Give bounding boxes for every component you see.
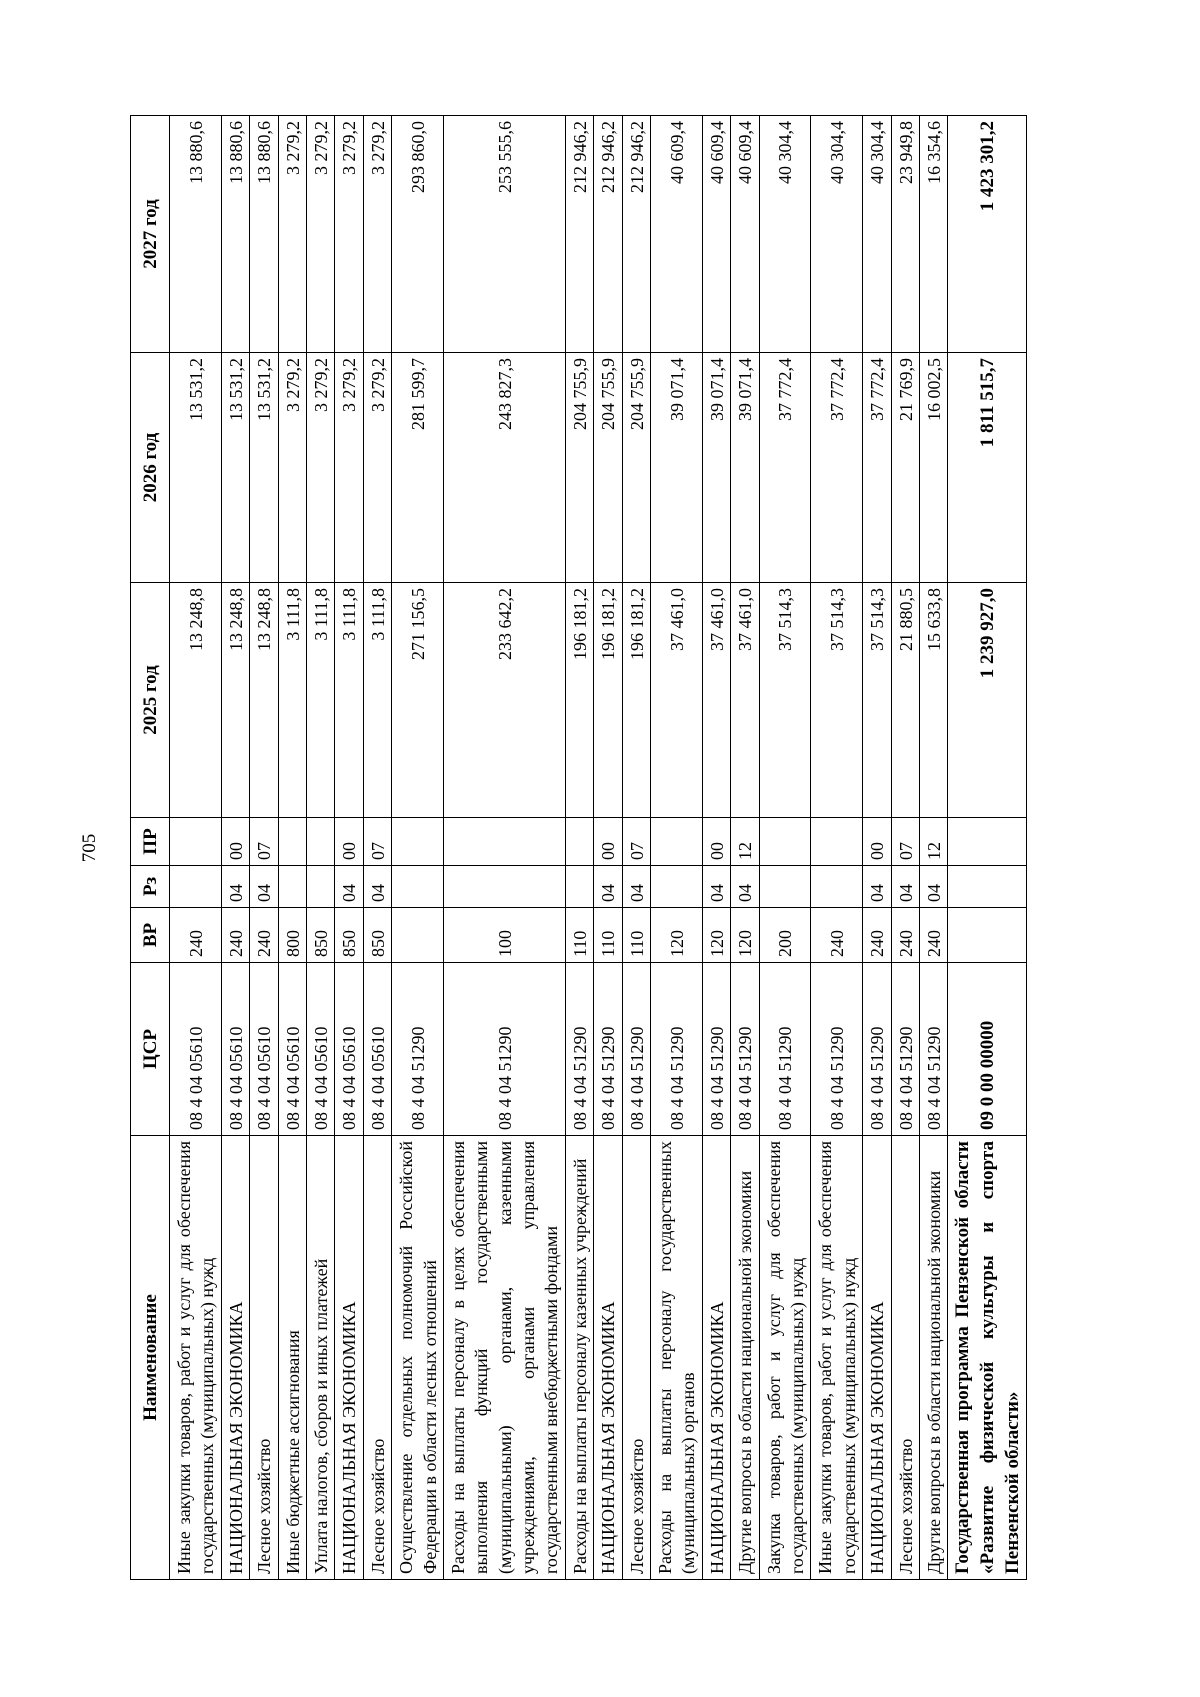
- cell-pr: [651, 818, 703, 866]
- cell-2025: 21 880,5: [891, 583, 919, 818]
- cell-2025: 3 111,8: [363, 583, 391, 818]
- cell-name: Государственная программа Пензенской области «Развитие физической культуры и спорта Пензенской области»: [948, 1136, 1027, 1580]
- header-name: Наименование: [131, 1136, 170, 1580]
- cell-vr: 800: [278, 908, 306, 963]
- cell-name: Лесное хозяйство: [622, 1136, 650, 1580]
- cell-2026: 281 599,7: [392, 353, 444, 583]
- cell-vr: 240: [250, 908, 278, 963]
- header-csr: ЦСР: [131, 963, 170, 1136]
- cell-2027: 40 609,4: [731, 116, 759, 353]
- cell-pr: 00: [702, 818, 730, 866]
- cell-pr: [278, 818, 306, 866]
- cell-2025: 3 111,8: [306, 583, 334, 818]
- cell-name: Осуществление отдельных полномочий Российской Федерации в области лесных отношений: [392, 1136, 444, 1580]
- cell-2027: 212 946,2: [594, 116, 622, 353]
- cell-2027: 40 304,4: [759, 116, 811, 353]
- cell-vr: [392, 908, 444, 963]
- cell-name: Другие вопросы в области национальной экономики: [731, 1136, 759, 1580]
- cell-csr: 08 4 04 51290: [443, 963, 565, 1136]
- header-2027: 2027 год: [131, 116, 170, 353]
- cell-2025: 37 461,0: [651, 583, 703, 818]
- cell-rz: 04: [250, 866, 278, 908]
- page-number: 705: [79, 833, 100, 863]
- cell-2026: 13 531,2: [170, 353, 222, 583]
- table-container: [130, 116, 1070, 1580]
- table-row: [759, 116, 811, 1580]
- cell-2026: 1 811 515,7: [948, 353, 1027, 583]
- cell-pr: [170, 818, 222, 866]
- cell-2026: 39 071,4: [651, 353, 703, 583]
- cell-vr: 240: [891, 908, 919, 963]
- cell-rz: 04: [863, 866, 891, 908]
- cell-2025: 37 461,0: [731, 583, 759, 818]
- cell-name: Лесное хозяйство: [891, 1136, 919, 1580]
- cell-csr: 08 4 04 51290: [863, 963, 891, 1136]
- cell-pr: [565, 818, 593, 866]
- cell-2026: 243 827,3: [443, 353, 565, 583]
- cell-csr: 08 4 04 51290: [622, 963, 650, 1136]
- cell-vr: 850: [363, 908, 391, 963]
- cell-2025: 13 248,8: [221, 583, 249, 818]
- cell-csr: 08 4 04 51290: [651, 963, 703, 1136]
- cell-name: Расходы на выплаты персоналу в целях обеспечения выполнения функций государственными (муниципальными) органами, казенными учреждениями, органами управления государственными внебюджетными фондами: [443, 1136, 565, 1580]
- cell-2025: 1 239 927,0: [948, 583, 1027, 818]
- cell-csr: 08 4 04 51290: [811, 963, 863, 1136]
- cell-pr: 00: [594, 818, 622, 866]
- cell-2027: 3 279,2: [306, 116, 334, 353]
- cell-vr: 200: [759, 908, 811, 963]
- cell-2027: 13 880,6: [250, 116, 278, 353]
- cell-csr: 08 4 04 51290: [891, 963, 919, 1136]
- cell-2027: 13 880,6: [170, 116, 222, 353]
- cell-name: Расходы на выплаты персоналу государственных (муниципальных) органов: [651, 1136, 703, 1580]
- table-row: [891, 116, 919, 1580]
- cell-rz: [759, 866, 811, 908]
- cell-name: Лесное хозяйство: [363, 1136, 391, 1580]
- cell-pr: [811, 818, 863, 866]
- cell-rz: [392, 866, 444, 908]
- cell-csr: 08 4 04 51290: [919, 963, 947, 1136]
- cell-2025: 233 642,2: [443, 583, 565, 818]
- cell-rz: 04: [702, 866, 730, 908]
- cell-2026: 3 279,2: [335, 353, 363, 583]
- cell-rz: 04: [919, 866, 947, 908]
- cell-vr: 850: [335, 908, 363, 963]
- cell-2026: 204 755,9: [565, 353, 593, 583]
- table-header-row: [131, 116, 170, 1580]
- cell-2027: 40 304,4: [811, 116, 863, 353]
- cell-vr: 100: [443, 908, 565, 963]
- cell-2027: 40 304,4: [863, 116, 891, 353]
- cell-2026: 3 279,2: [306, 353, 334, 583]
- cell-pr: [306, 818, 334, 866]
- cell-2027: 40 609,4: [702, 116, 730, 353]
- budget-table: [130, 115, 1027, 1580]
- cell-2025: 3 111,8: [335, 583, 363, 818]
- cell-name: НАЦИОНАЛЬНАЯ ЭКОНОМИКА: [221, 1136, 249, 1580]
- cell-2027: 3 279,2: [335, 116, 363, 353]
- cell-rz: [306, 866, 334, 908]
- cell-2025: 15 633,8: [919, 583, 947, 818]
- cell-2026: 39 071,4: [702, 353, 730, 583]
- cell-pr: 12: [919, 818, 947, 866]
- cell-csr: 08 4 04 51290: [759, 963, 811, 1136]
- table-row: [811, 116, 863, 1580]
- table-row-total: [948, 116, 1027, 1580]
- table-row: [250, 116, 278, 1580]
- cell-vr: 120: [702, 908, 730, 963]
- cell-rz: 04: [622, 866, 650, 908]
- cell-csr: 08 4 04 05610: [250, 963, 278, 1136]
- cell-pr: [443, 818, 565, 866]
- cell-rz: 04: [594, 866, 622, 908]
- cell-rz: [278, 866, 306, 908]
- cell-2027: 23 949,8: [891, 116, 919, 353]
- cell-rz: [565, 866, 593, 908]
- table-row: [702, 116, 730, 1580]
- cell-vr: 240: [919, 908, 947, 963]
- cell-2026: 3 279,2: [278, 353, 306, 583]
- cell-name: НАЦИОНАЛЬНАЯ ЭКОНОМИКА: [335, 1136, 363, 1580]
- cell-vr: 110: [594, 908, 622, 963]
- table-row: [863, 116, 891, 1580]
- cell-2026: 13 531,2: [250, 353, 278, 583]
- cell-2026: 21 769,9: [891, 353, 919, 583]
- cell-vr: 240: [170, 908, 222, 963]
- cell-name: Уплата налогов, сборов и иных платежей: [306, 1136, 334, 1580]
- table-row: [731, 116, 759, 1580]
- cell-rz: [948, 866, 1027, 908]
- cell-2027: 3 279,2: [278, 116, 306, 353]
- cell-2025: 37 514,3: [759, 583, 811, 818]
- cell-2026: 204 755,9: [622, 353, 650, 583]
- cell-2026: 13 531,2: [221, 353, 249, 583]
- table-row: [392, 116, 444, 1580]
- cell-2025: 37 461,0: [702, 583, 730, 818]
- cell-rz: 04: [731, 866, 759, 908]
- cell-rz: 04: [891, 866, 919, 908]
- cell-name: Закупка товаров, работ и услуг для обеспечения государственных (муниципальных) нужд: [759, 1136, 811, 1580]
- cell-2027: 293 860,0: [392, 116, 444, 353]
- cell-2027: 16 354,6: [919, 116, 947, 353]
- cell-csr: 08 4 04 51290: [594, 963, 622, 1136]
- header-rz: Рз: [131, 866, 170, 908]
- cell-vr: 240: [863, 908, 891, 963]
- cell-name: Лесное хозяйство: [250, 1136, 278, 1580]
- cell-2026: 39 071,4: [731, 353, 759, 583]
- cell-pr: [392, 818, 444, 866]
- cell-name: Иные бюджетные ассигнования: [278, 1136, 306, 1580]
- cell-pr: 12: [731, 818, 759, 866]
- cell-csr: 08 4 04 05610: [170, 963, 222, 1136]
- cell-2026: 3 279,2: [363, 353, 391, 583]
- cell-vr: 110: [565, 908, 593, 963]
- cell-pr: 00: [335, 818, 363, 866]
- cell-2025: 13 248,8: [170, 583, 222, 818]
- cell-vr: 240: [221, 908, 249, 963]
- cell-2025: 196 181,2: [622, 583, 650, 818]
- cell-2027: 1 423 301,2: [948, 116, 1027, 353]
- cell-name: Иные закупки товаров, работ и услуг для обеспечения государственных (муниципальных) нужд: [170, 1136, 222, 1580]
- cell-pr: 07: [622, 818, 650, 866]
- cell-2025: 37 514,3: [811, 583, 863, 818]
- cell-vr: 120: [651, 908, 703, 963]
- header-2025: 2025 год: [131, 583, 170, 818]
- cell-2025: 3 111,8: [278, 583, 306, 818]
- cell-2025: 196 181,2: [594, 583, 622, 818]
- cell-2025: 13 248,8: [250, 583, 278, 818]
- cell-2026: 37 772,4: [863, 353, 891, 583]
- cell-2026: 37 772,4: [759, 353, 811, 583]
- table-row: [651, 116, 703, 1580]
- cell-2027: 212 946,2: [622, 116, 650, 353]
- cell-rz: 04: [335, 866, 363, 908]
- table-row: [221, 116, 249, 1580]
- cell-rz: [170, 866, 222, 908]
- cell-name: НАЦИОНАЛЬНАЯ ЭКОНОМИКА: [702, 1136, 730, 1580]
- header-vr: ВР: [131, 908, 170, 963]
- cell-csr: 08 4 04 05610: [278, 963, 306, 1136]
- cell-csr: 08 4 04 51290: [565, 963, 593, 1136]
- cell-2027: 3 279,2: [363, 116, 391, 353]
- cell-pr: 07: [891, 818, 919, 866]
- cell-2027: 253 555,6: [443, 116, 565, 353]
- cell-name: Другие вопросы в области национальной экономики: [919, 1136, 947, 1580]
- cell-name: Иные закупки товаров, работ и услуг для обеспечения государственных (муниципальных) нужд: [811, 1136, 863, 1580]
- cell-2025: 271 156,5: [392, 583, 444, 818]
- cell-pr: 07: [363, 818, 391, 866]
- cell-pr: [948, 818, 1027, 866]
- cell-name: НАЦИОНАЛЬНАЯ ЭКОНОМИКА: [594, 1136, 622, 1580]
- cell-csr: 08 4 04 51290: [392, 963, 444, 1136]
- cell-csr: 08 4 04 05610: [335, 963, 363, 1136]
- table-row: [278, 116, 306, 1580]
- cell-name: Расходы на выплаты персоналу казенных учреждений: [565, 1136, 593, 1580]
- cell-rz: [443, 866, 565, 908]
- cell-rz: [811, 866, 863, 908]
- cell-rz: [651, 866, 703, 908]
- cell-pr: [759, 818, 811, 866]
- table-row: [622, 116, 650, 1580]
- cell-2025: 37 514,3: [863, 583, 891, 818]
- cell-pr: 00: [863, 818, 891, 866]
- cell-vr: 120: [731, 908, 759, 963]
- cell-csr: 08 4 04 51290: [731, 963, 759, 1136]
- cell-vr: 110: [622, 908, 650, 963]
- cell-vr: 850: [306, 908, 334, 963]
- cell-vr: 240: [811, 908, 863, 963]
- cell-2026: 16 002,5: [919, 353, 947, 583]
- cell-csr: 09 0 00 00000: [948, 963, 1027, 1136]
- table-row: [363, 116, 391, 1580]
- header-2026: 2026 год: [131, 353, 170, 583]
- cell-rz: 04: [221, 866, 249, 908]
- cell-csr: 08 4 04 51290: [702, 963, 730, 1136]
- cell-csr: 08 4 04 05610: [363, 963, 391, 1136]
- cell-vr: [948, 908, 1027, 963]
- table-row: [565, 116, 593, 1580]
- cell-2026: 204 755,9: [594, 353, 622, 583]
- table-row: [170, 116, 222, 1580]
- cell-csr: 08 4 04 05610: [306, 963, 334, 1136]
- cell-csr: 08 4 04 05610: [221, 963, 249, 1136]
- cell-rz: 04: [363, 866, 391, 908]
- cell-2025: 196 181,2: [565, 583, 593, 818]
- table-row: [306, 116, 334, 1580]
- cell-pr: 07: [250, 818, 278, 866]
- header-pr: ПР: [131, 818, 170, 866]
- cell-2027: 212 946,2: [565, 116, 593, 353]
- cell-2027: 40 609,4: [651, 116, 703, 353]
- table-row: [335, 116, 363, 1580]
- table-row: [443, 116, 565, 1580]
- cell-2027: 13 880,6: [221, 116, 249, 353]
- cell-pr: 00: [221, 818, 249, 866]
- table-row: [919, 116, 947, 1580]
- table-row: [594, 116, 622, 1580]
- cell-name: НАЦИОНАЛЬНАЯ ЭКОНОМИКА: [863, 1136, 891, 1580]
- cell-2026: 37 772,4: [811, 353, 863, 583]
